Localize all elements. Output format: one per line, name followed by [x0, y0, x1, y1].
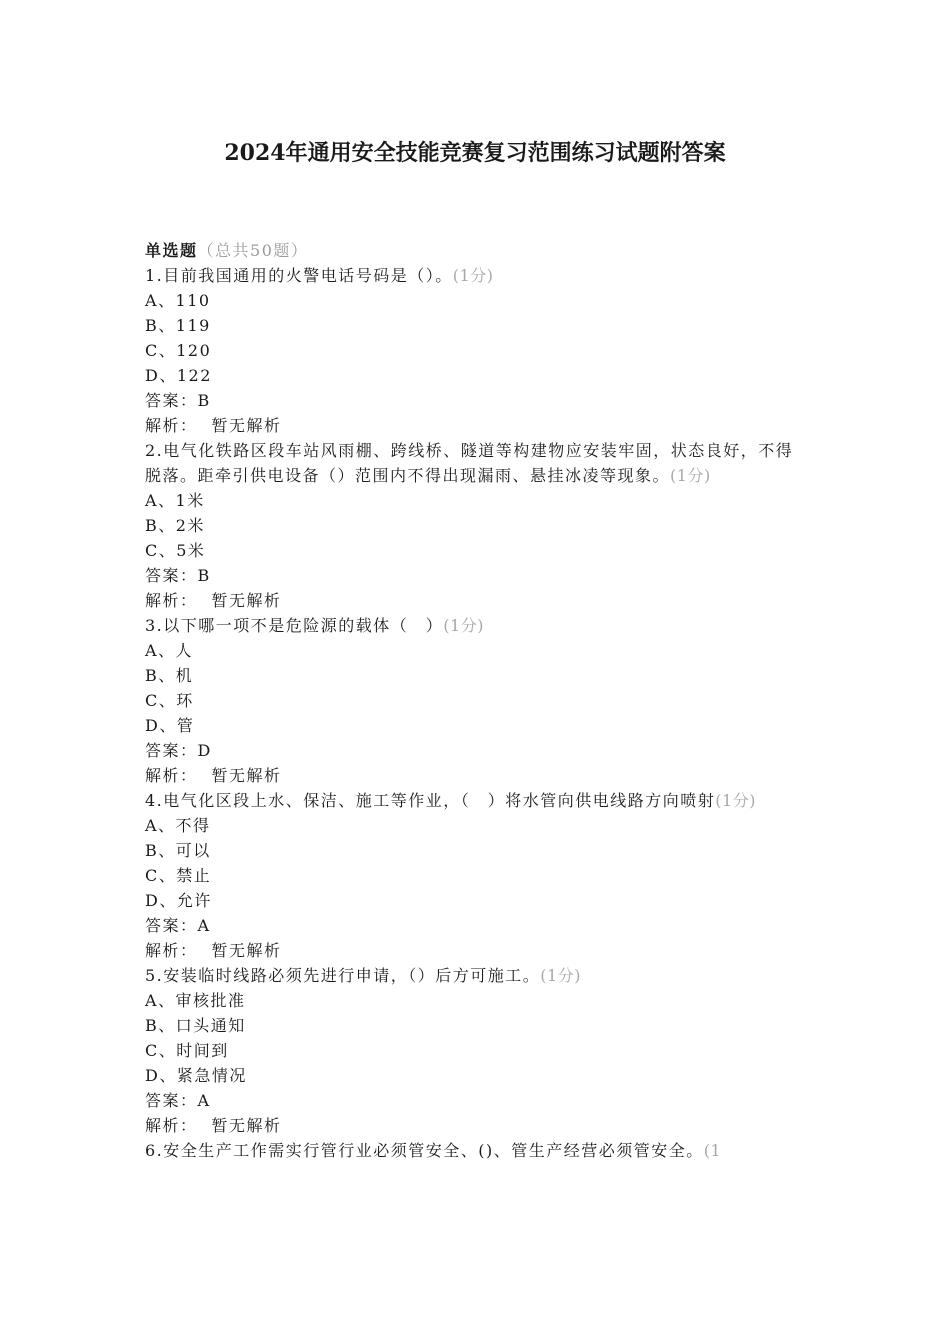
document-body	[145, 238, 810, 1163]
analysis-label: 解析：	[145, 941, 198, 960]
answer: 答案：D	[145, 741, 212, 760]
option: A、人	[145, 641, 194, 660]
option: B、机	[145, 666, 194, 685]
question-text: 4.电气化区段上水、保洁、施工等作业，（ ）将水管向供电线路方向喷射	[145, 791, 716, 810]
section-title: 单选题	[145, 241, 198, 260]
option: D、122	[145, 366, 212, 385]
question-text: 2.电气化铁路区段车站风雨棚、跨线桥、隧道等构建物应安装牢固，状态良好，不得脱落。距牵引供电设备（）范围内不得出现漏雨、悬挂冰凌等现象。	[145, 441, 794, 485]
option: A、110	[145, 291, 211, 310]
question-score: (1分)	[443, 616, 484, 635]
option: D、紧急情况	[145, 1066, 247, 1085]
analysis-text: 暂无解析	[211, 766, 282, 785]
option: D、管	[145, 716, 195, 735]
question-text: 3.以下哪一项不是危险源的载体（ ）	[145, 616, 444, 635]
section-header	[145, 238, 810, 263]
question-text: 5.安装临时线路必须先进行申请，（）后方可施工。	[145, 966, 541, 985]
option: A、审核批准	[145, 991, 246, 1010]
section-count: （总共50题）	[197, 241, 309, 260]
analysis-label: 解析：	[145, 1116, 198, 1135]
option: D、允许	[145, 891, 212, 910]
question-score: (1分)	[540, 966, 581, 985]
analysis-label: 解析：	[145, 591, 198, 610]
option: C、环	[145, 691, 194, 710]
answer: 答案：B	[145, 391, 211, 410]
question-stem	[145, 613, 810, 638]
question-stem	[145, 963, 810, 988]
question-item	[145, 263, 810, 438]
question-item	[145, 1138, 810, 1163]
option: C、禁止	[145, 866, 212, 885]
option: C、120	[145, 341, 212, 360]
option: C、时间到	[145, 1041, 229, 1060]
option: B、119	[145, 316, 211, 335]
question-score: (1分)	[452, 266, 494, 285]
question-item	[145, 438, 810, 613]
option: C、5米	[145, 541, 206, 560]
question-score: (1	[703, 1141, 722, 1160]
analysis	[145, 763, 810, 788]
analysis	[145, 413, 810, 438]
answer: 答案：B	[145, 566, 211, 585]
question-stem	[145, 1138, 810, 1163]
question-stem	[145, 788, 810, 813]
option: B、2米	[145, 516, 205, 535]
question-item	[145, 788, 810, 963]
analysis-label: 解析：	[145, 416, 198, 435]
analysis	[145, 588, 810, 613]
answer: 答案：A	[145, 916, 211, 935]
question-item	[145, 963, 810, 1138]
question-item	[145, 613, 810, 788]
option: B、口头通知	[145, 1016, 246, 1035]
analysis-label: 解析：	[145, 766, 198, 785]
option: A、不得	[145, 816, 211, 835]
question-stem	[145, 438, 810, 488]
question-stem	[145, 263, 810, 288]
option: A、1米	[145, 491, 205, 510]
document-title: 2024年通用安全技能竞赛复习范围练习试题附答案	[224, 140, 726, 166]
option: B、可以	[145, 841, 211, 860]
question-score: (1分)	[670, 466, 711, 485]
question-text: 6.安全生产工作需实行管行业必须管安全、()、管生产经营必须管安全。	[145, 1141, 704, 1160]
analysis-text: 暂无解析	[211, 591, 282, 610]
question-text: 1.目前我国通用的火警电话号码是（）。	[145, 266, 453, 285]
analysis-text: 暂无解析	[211, 416, 282, 435]
analysis	[145, 1113, 810, 1138]
question-score: (1分)	[715, 791, 756, 810]
answer: 答案：A	[145, 1091, 211, 1110]
analysis	[145, 938, 810, 963]
analysis-text: 暂无解析	[211, 1116, 282, 1135]
analysis-text: 暂无解析	[211, 941, 282, 960]
